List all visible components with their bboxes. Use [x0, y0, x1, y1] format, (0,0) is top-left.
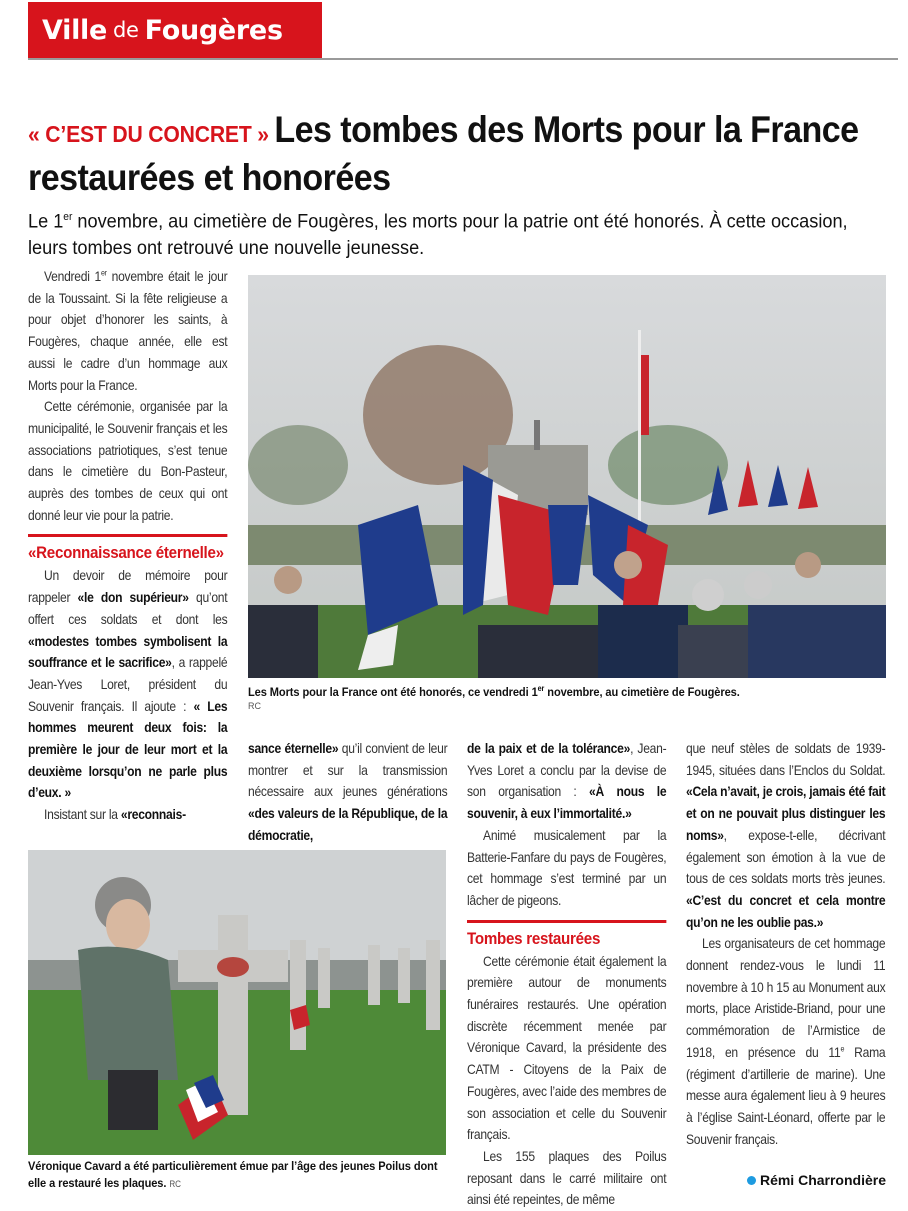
header-divider [28, 58, 898, 60]
body-text: , expose-t-elle, décrivant également son émotion à la vue de tous de ces soldats morts très jeunes. [686, 827, 886, 887]
headline [28, 108, 884, 200]
quote-text: «Cela n’avait, je crois, jamais été fait et on ne pouvait plus distinguer les noms» [686, 784, 886, 843]
graves-photo-credit: RC [169, 1179, 181, 1189]
ceremony-photo-caption [248, 680, 878, 701]
author-name: Rémi Charrondière [759, 1172, 886, 1188]
article-column-1 [28, 266, 227, 826]
body-text: Cette cérémonie était également la première autour de monuments funéraires restaurés. Une opération discrète récemment menée par Véronique Cavard, la présidente des CATM - Citoyens de la Paix de Fougères, avec l’aide des membres de son association et celle du Souvenir français. [467, 953, 667, 1143]
quote-text: «À nous le souvenir, à eux l’immortalité.» [467, 784, 667, 822]
graves-photo-caption [28, 1158, 451, 1193]
body-text: Rama (régiment d’artillerie de marine). Une messe aura également lieu à 9 heures à l’église Saint-Léonard, offerte par le Souvenir français. [686, 1044, 886, 1147]
subheading: Tombes restaurées [467, 920, 666, 949]
paragraph [467, 951, 666, 1146]
caption-text: Véronique Cavard a été particulièrement émue par l’âge des jeunes Poilus dont elle a restauré les plaques. [28, 1159, 438, 1190]
rubric-ville: Ville [42, 14, 107, 46]
superscript: e [840, 1044, 845, 1054]
quote-text: «le don supérieur» [77, 590, 189, 606]
graves-photo-illustration [28, 850, 446, 1155]
paragraph [467, 738, 666, 825]
body-text: qu’ont offert ces soldats et dont les [28, 590, 228, 627]
paragraph [28, 565, 227, 804]
superscript: er [100, 268, 107, 278]
subtitle-text-end: novembre, au cimetière de Fougères, les morts pour la patrie ont été honorés. À cette occasion, leurs tombes ont retrouvé une nouvelle jeunesse. [28, 210, 848, 259]
paragraph [467, 825, 666, 912]
body-text: , a rappelé Jean-Yves Loret, président du Souvenir français. Il ajoute : [28, 655, 228, 714]
headline-kicker: « C’EST DU CONCRET » [28, 121, 269, 147]
article-column-4 [686, 738, 885, 1150]
body-text: Un devoir de mémoire pour rappeler [28, 568, 228, 606]
ceremony-photo-credit: RC [248, 701, 261, 711]
rubric-de: de [113, 18, 139, 42]
quote-text: sance éternelle» [248, 741, 339, 756]
body-text: novembre était le jour de la Toussaint. Si la fête religieuse a pour objet d’honorer les saints, à Fougères, chaque année, elle est aussi le cadre d’un hommage aux Morts pour la France. [28, 269, 228, 393]
quote-text: « Les hommes meurent deux fois: la première le jour de leur mort et la deuxième lorsqu’on ne parle plus d’eux. » [28, 698, 228, 801]
section-rubric [28, 2, 322, 58]
quote-text: «reconnais- [120, 807, 186, 823]
body-text: Insistant sur la [44, 807, 121, 823]
body-text: Les 155 plaques des Poilus reposant dans le carré militaire ont ainsi été repeintes, de même [467, 1148, 667, 1208]
byline-dot-icon [747, 1176, 756, 1185]
quote-text: «C’est du concret et cela montre qu’on ne les oublie pas.» [686, 892, 886, 930]
subheading: «Reconnaissance éternelle» [28, 534, 227, 563]
paragraph [28, 396, 227, 526]
graves-photo [28, 850, 446, 1155]
paragraph [467, 1146, 666, 1211]
caption-sup: er [537, 684, 545, 693]
subtitle-sup: er [63, 211, 73, 223]
paragraph [28, 804, 227, 826]
paragraph [686, 933, 885, 1150]
headline-title: Les tombes des Morts pour la France restaurées et honorées [28, 109, 859, 198]
body-text: Animé musicalement par la Batterie-Fanfare du pays de Fougères, cet hommage s’est terminé par un lâcher de pigeons. [467, 827, 667, 908]
article-column-2 [248, 738, 447, 847]
body-text: que neuf stèles de soldats de 1939-1945, situées dans l’Enclos du Soldat. [686, 741, 886, 778]
rubric-fougeres: Fougères [144, 14, 283, 46]
caption-text-end: novembre, au cimetière de Fougères. [544, 685, 740, 700]
body-text: , Jean-Yves Loret a conclu par la devise de son organisation : [467, 741, 667, 800]
article-column-3 [467, 738, 666, 1211]
ceremony-photo-illustration [248, 275, 886, 678]
paragraph [28, 266, 227, 396]
subtitle [28, 204, 865, 261]
paragraph [686, 738, 885, 933]
body-text: Cette cérémonie, organisée par la municipalité, le Souvenir français et les associations patriotiques, s’est tenue dans le cimetière du Bon-Pasteur, auprès des tombes de ceux qui ont donné leur vie pour la patrie. [28, 399, 228, 523]
body-text: Vendredi 1 [44, 269, 101, 284]
subtitle-text-start: Le 1 [28, 210, 64, 233]
quote-text: «modestes tombes symbolisent la souffrance et le sacrifice» [28, 633, 228, 671]
ceremony-photo [248, 275, 886, 678]
quote-text: «des valeurs de la République, de la démocratie, [248, 806, 448, 843]
paragraph [248, 738, 447, 847]
quote-text: de la paix et de la tolérance» [467, 741, 631, 756]
caption-text-start: Les Morts pour la France ont été honorés, ce vendredi 1 [248, 685, 538, 700]
body-text: Les organisateurs de cet hommage donnent rendez-vous le lundi 11 novembre à 10 h 15 au Monument aux morts, place Aristide-Briand, pour une commémoration de l’Armistice de 1918, en présence du 11 [686, 936, 886, 1060]
body-text: qu’il convient de leur montrer et sur la transmission nécessaire aux jeunes générations [248, 741, 448, 800]
byline [747, 1172, 886, 1188]
